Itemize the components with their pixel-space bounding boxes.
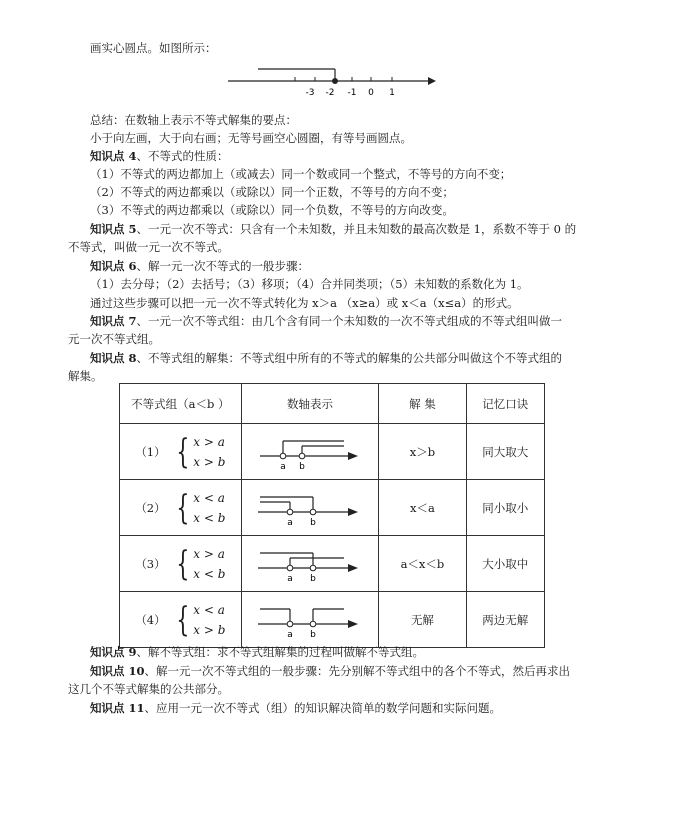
point5-line2: 不等式，叫做一元一次不等式。 [68,240,229,254]
number-line-diagram [250,484,370,528]
header-cell: 不等式组（a＜b ） [120,384,242,424]
number-line-arrow [428,77,436,85]
solid-dot [332,78,338,84]
point5-line1: 知识点 5、一元一次不等式：只含有一个未知数，并且未知数的最高次数是 1，系数不等于 0 的 [90,222,577,236]
number-line-cell [241,424,379,480]
number-line-diagram [250,596,370,640]
point-label: 知识点 4 [90,149,137,163]
point-label: 知识点 7 [90,314,137,328]
number-line-cell [241,480,379,536]
mnemonic-cell: 同大取大 [466,424,544,480]
table-header-row [120,384,545,424]
header-cell: 记忆口诀 [466,384,544,424]
solution-cell: a＜x＜b [379,536,466,592]
point7-line1: 知识点 7、一元一次不等式组：由几个含有同一个未知数的一次不等式组成的不等式组叫做一 [90,314,563,328]
svg-text:b: b [310,630,316,640]
svg-text:b: b [310,518,316,528]
point10-line1: 知识点 10、解一元一次不等式组的一般步骤：先分别解不等式组中的各个不等式，然后再求出 [90,664,571,678]
point7-line2: 元一次不等式组。 [68,332,160,346]
point10-line2: 这几个不等式解集的公共部分。 [68,682,229,696]
svg-text:a: a [287,518,293,528]
point8-line1: 知识点 8、不等式组的解集：不等式组中所有的不等式的解集的公共部分叫做这个不等式组的 [90,351,563,365]
solution-cell: x＞b [379,424,466,480]
point4-item: （1）不等式的两边都加上（或减去）同一个数或同一个整式，不等号的方向不变； [90,167,512,181]
mnemonic-cell: 两边无解 [466,592,544,648]
mnemonic-cell: 大小取中 [466,536,544,592]
point4-item: （3）不等式的两边都乘以（或除以）同一个负数，不等号的方向改变。 [90,203,454,217]
svg-text:b: b [299,462,305,472]
point11-line: 知识点 11、应用一元一次不等式（组）的知识解决简单的数学问题和实际问题。 [90,701,502,715]
point4-title: 知识点 4、不等式的性质： [90,149,229,163]
number-line-cell [241,536,379,592]
system-cell: （1） { x > a x > b [120,424,242,480]
summary-heading: 总结：在数轴上表示不等式解集的要点： [90,113,297,127]
svg-text:b: b [310,574,316,584]
point6-title: 知识点 6、解一元一次不等式的一般步骤： [90,259,310,273]
number-line-cell [241,592,379,648]
point8-line2: 解集。 [68,369,103,383]
tick-label: -3 [305,88,315,98]
solution-cell: 无解 [379,592,466,648]
system-cell: （4） { x < a x > b [120,592,242,648]
point4-item: （2）不等式的两边都乘以（或除以）同一个正数，不等号的方向不变； [90,185,454,199]
point-label: 知识点 8 [90,351,137,365]
mnemonic-cell: 同小取小 [466,480,544,536]
point-label: 知识点 9 [90,645,137,659]
point6-steps: （1）去分母；（2）去括号；（3）移项；（4）合并同类项；（5）未知数的系数化为 1。 [90,277,529,291]
tick-label: 1 [389,88,395,98]
system-cell: （2） { x < a x < b [120,480,242,536]
table-row [120,536,545,592]
table-row [120,480,545,536]
system-cell: （3） { x > a x < b [120,536,242,592]
point-label: 知识点 6 [90,259,137,273]
svg-text:a: a [287,630,293,640]
table-row [120,592,545,648]
tick-label: -2 [325,88,335,98]
point9-line: 知识点 9、解不等式组：求不等式组解集的过程叫做解不等式组。 [90,645,425,659]
point-label: 知识点 5 [90,222,137,236]
point6-conclusion: 通过这些步骤可以把一元一次不等式转化为 x＞a （x≥a）或 x＜a（x≤a）的形式。 [90,296,519,310]
number-line-diagram [250,428,370,472]
intro-line: 画实心圆点。如图所示： [90,41,217,55]
number-line-figure [222,64,442,98]
table-row [120,424,545,480]
header-cell: 数轴表示 [241,384,379,424]
number-line-diagram [250,540,370,584]
tick-label: 0 [368,88,374,98]
solution-cell: x＜a [379,480,466,536]
tick-label: -1 [347,88,357,98]
header-cell: 解 集 [379,384,466,424]
point-label: 知识点 10 [90,664,145,678]
svg-text:a: a [280,462,286,472]
inequality-system-table [119,383,545,648]
point-label: 知识点 11 [90,701,145,715]
summary-rule: 小于向左画，大于向右画；无等号画空心圆圈，有等号画圆点。 [90,131,412,145]
svg-text:a: a [287,574,293,584]
